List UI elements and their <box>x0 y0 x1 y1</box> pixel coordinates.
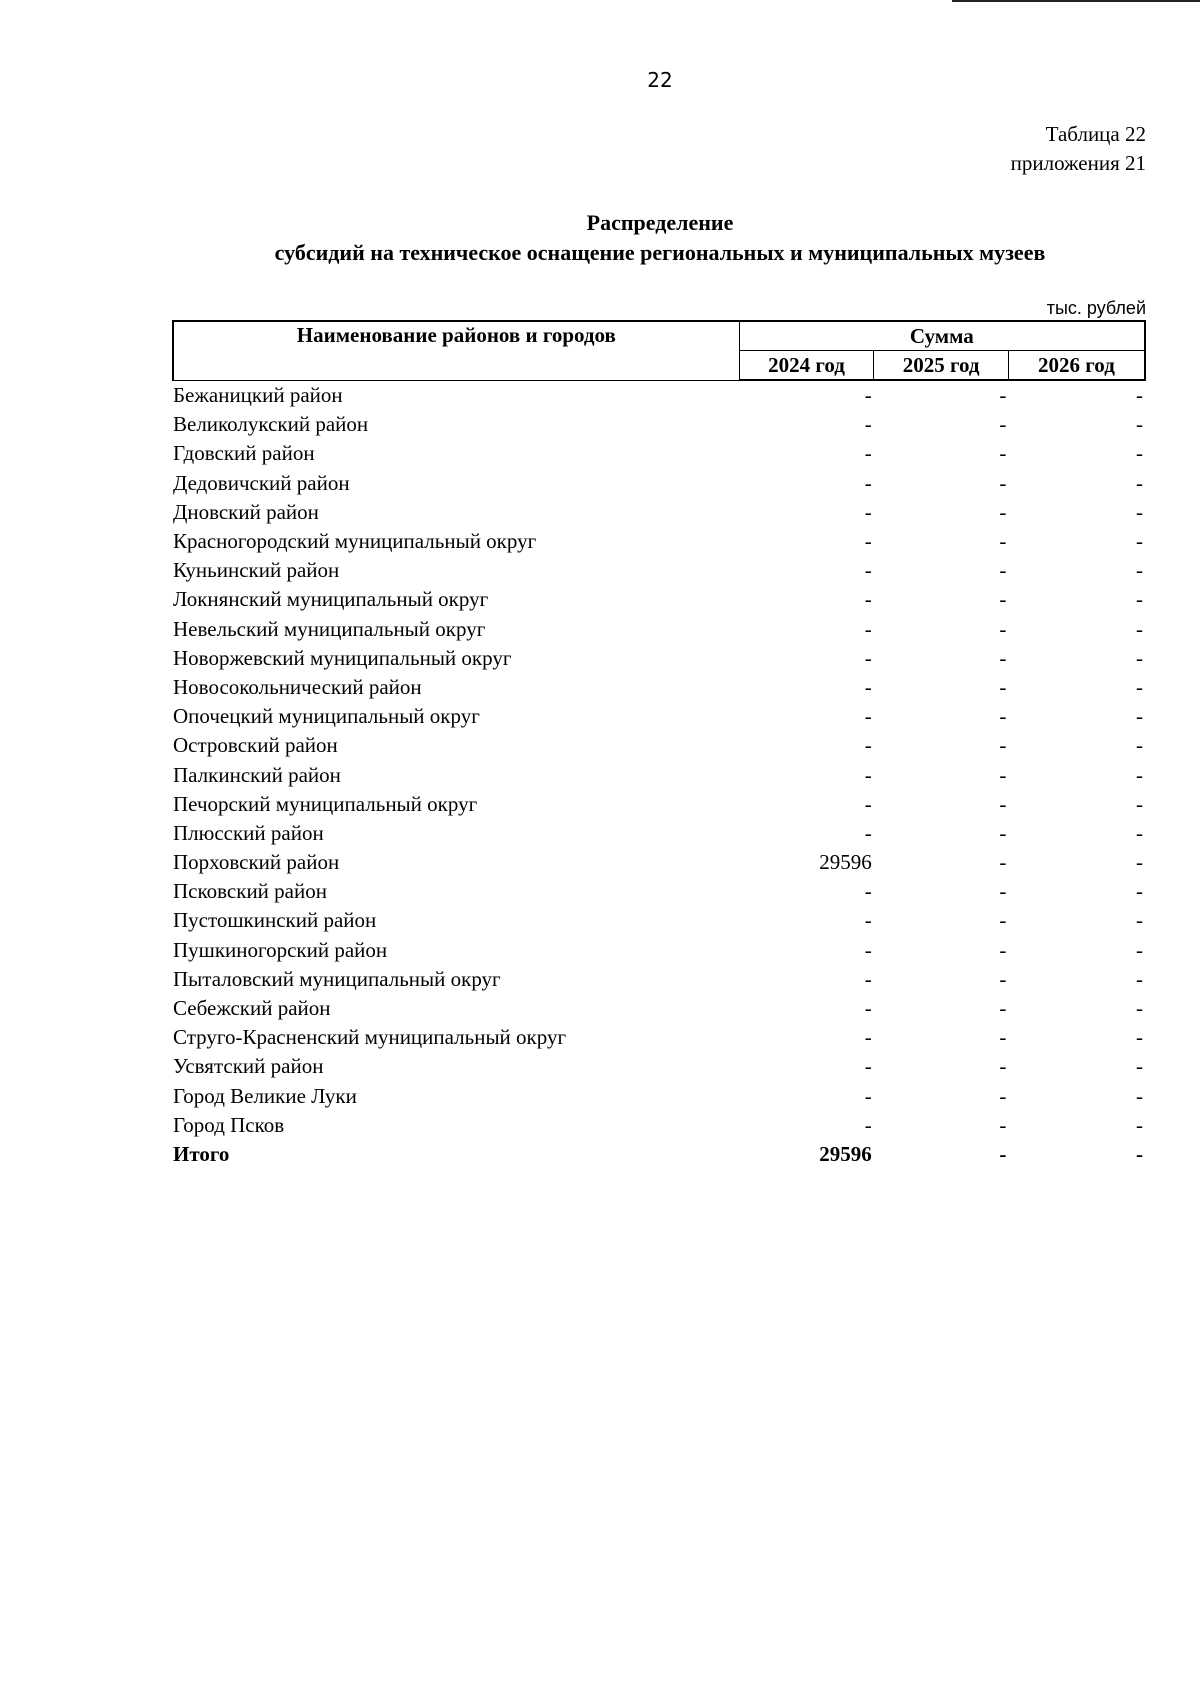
district-name: Плюсский район <box>173 820 324 845</box>
district-name: Гдовский район <box>173 441 315 466</box>
value-2026: - <box>1136 791 1143 816</box>
table-reference <box>1011 120 1146 178</box>
value-2024: 29596 <box>819 850 872 875</box>
table-row <box>173 439 1145 468</box>
table-row <box>173 410 1145 439</box>
value-2025: - <box>999 499 1007 524</box>
district-name: Новоржевский муниципальный округ <box>173 645 512 670</box>
district-name: Себежский район <box>173 996 331 1021</box>
value-2024: - <box>864 383 872 408</box>
table-row <box>173 1082 1145 1111</box>
value-2024: - <box>864 1112 872 1137</box>
value-2025: - <box>999 412 1007 437</box>
column-header-2024: 2024 год <box>739 351 874 381</box>
value-2025: - <box>999 879 1007 904</box>
value-2025: - <box>999 1112 1007 1137</box>
table-row <box>173 790 1145 819</box>
value-2024: - <box>864 1083 872 1108</box>
subsidy-table <box>172 320 1146 1169</box>
table-row <box>173 994 1145 1023</box>
table-row <box>173 760 1145 789</box>
district-name: Город Великие Луки <box>173 1083 357 1108</box>
table-row <box>173 673 1145 702</box>
value-2025: - <box>999 733 1007 758</box>
units-label: тыс. рублей <box>1046 298 1146 318</box>
district-name: Пыталовский муниципальный округ <box>173 966 501 991</box>
value-2026: - <box>1136 996 1143 1021</box>
value-2025: - <box>999 704 1007 729</box>
table-row <box>173 731 1145 760</box>
page-number: 22 <box>647 68 673 92</box>
value-2026: - <box>1136 412 1143 437</box>
total-2026: - <box>1136 1141 1143 1166</box>
table-row <box>173 1052 1145 1081</box>
table-row <box>173 906 1145 935</box>
title-line-1: Распределение <box>586 210 734 235</box>
value-2024: - <box>864 966 872 991</box>
value-2025: - <box>999 558 1007 583</box>
value-2026: - <box>1136 1083 1143 1108</box>
district-name: Порховский район <box>173 850 340 875</box>
value-2025: - <box>999 791 1007 816</box>
district-name: Бежаницкий район <box>173 382 343 407</box>
value-2024: - <box>864 412 872 437</box>
value-2024: - <box>864 1054 872 1079</box>
column-header-name: Наименование районов и городов <box>173 321 739 380</box>
table-row <box>173 877 1145 906</box>
table-header <box>173 321 1145 380</box>
value-2024: - <box>864 645 872 670</box>
district-name: Струго-Красненский муниципальный округ <box>173 1025 567 1050</box>
value-2026: - <box>1136 470 1143 495</box>
value-2024: - <box>864 616 872 641</box>
value-2024: - <box>864 879 872 904</box>
value-2024: - <box>864 587 872 612</box>
value-2024: - <box>864 1025 872 1050</box>
value-2025: - <box>999 529 1007 554</box>
value-2025: - <box>999 996 1007 1021</box>
value-2025: - <box>999 470 1007 495</box>
table-row <box>173 498 1145 527</box>
value-2025: - <box>999 820 1007 845</box>
value-2024: - <box>864 529 872 554</box>
value-2026: - <box>1136 1025 1143 1050</box>
table-label: Таблица 22 <box>1045 122 1146 146</box>
value-2026: - <box>1136 674 1143 699</box>
district-name: Палкинский район <box>173 762 341 787</box>
value-2026: - <box>1136 383 1143 408</box>
table-row <box>173 469 1145 498</box>
value-2024: - <box>864 820 872 845</box>
value-2025: - <box>999 645 1007 670</box>
value-2024: - <box>864 908 872 933</box>
column-header-2025: 2025 год <box>874 351 1009 381</box>
district-name: Невельский муниципальный округ <box>173 616 486 641</box>
table-row <box>173 380 1145 410</box>
table-row <box>173 1111 1145 1140</box>
value-2024: - <box>864 791 872 816</box>
value-2026: - <box>1136 529 1143 554</box>
district-name: Новосокольнический район <box>173 674 422 699</box>
value-2025: - <box>999 1054 1007 1079</box>
district-name: Островский район <box>173 733 338 758</box>
total-2024: 29596 <box>819 1141 872 1166</box>
district-name: Дновский район <box>173 499 319 524</box>
value-2024: - <box>864 470 872 495</box>
district-name: Локнянский муниципальный округ <box>173 587 489 612</box>
value-2025: - <box>999 966 1007 991</box>
district-name: Опочецкий муниципальный округ <box>173 704 480 729</box>
total-2025: - <box>999 1141 1007 1166</box>
table-row <box>173 556 1145 585</box>
district-name: Усвятский район <box>173 1054 324 1079</box>
value-2026: - <box>1136 1112 1143 1137</box>
table-body <box>173 380 1145 1169</box>
table-row <box>173 936 1145 965</box>
table-row <box>173 848 1145 877</box>
value-2025: - <box>999 587 1007 612</box>
district-name: Город Псков <box>173 1112 285 1137</box>
value-2024: - <box>864 674 872 699</box>
value-2024: - <box>864 996 872 1021</box>
value-2024: - <box>864 499 872 524</box>
value-2024: - <box>864 441 872 466</box>
value-2025: - <box>999 1025 1007 1050</box>
value-2024: - <box>864 937 872 962</box>
district-name: Великолукский район <box>173 412 369 437</box>
value-2026: - <box>1136 820 1143 845</box>
value-2026: - <box>1136 441 1143 466</box>
document-title <box>60 208 1200 268</box>
value-2026: - <box>1136 616 1143 641</box>
district-name: Пушкиногорский район <box>173 937 388 962</box>
district-name: Псковский район <box>173 879 327 904</box>
table-row <box>173 527 1145 556</box>
value-2024: - <box>864 558 872 583</box>
district-name: Печорский муниципальный округ <box>173 791 478 816</box>
table-row <box>173 615 1145 644</box>
district-name: Куньинский район <box>173 558 340 583</box>
table-row <box>173 1023 1145 1052</box>
value-2026: - <box>1136 587 1143 612</box>
table-row <box>173 644 1145 673</box>
value-2025: - <box>999 674 1007 699</box>
value-2025: - <box>999 762 1007 787</box>
value-2026: - <box>1136 908 1143 933</box>
title-line-2: субсидий на техническое оснащение региональных и муниципальных музеев <box>274 240 1046 265</box>
column-header-2026: 2026 год <box>1008 351 1145 381</box>
value-2026: - <box>1136 704 1143 729</box>
value-2024: - <box>864 704 872 729</box>
value-2026: - <box>1136 879 1143 904</box>
value-2026: - <box>1136 645 1143 670</box>
value-2025: - <box>999 383 1007 408</box>
district-name: Красногородский муниципальный округ <box>173 529 537 554</box>
value-2025: - <box>999 616 1007 641</box>
total-row <box>173 1140 1145 1169</box>
table-row <box>173 965 1145 994</box>
value-2026: - <box>1136 850 1143 875</box>
table-row <box>173 585 1145 614</box>
district-name: Дедовичский район <box>173 470 350 495</box>
value-2025: - <box>999 850 1007 875</box>
value-2026: - <box>1136 499 1143 524</box>
value-2026: - <box>1136 1054 1143 1079</box>
appendix-label: приложения 21 <box>1010 151 1146 175</box>
value-2026: - <box>1136 733 1143 758</box>
value-2026: - <box>1136 966 1143 991</box>
value-2025: - <box>999 441 1007 466</box>
value-2025: - <box>999 908 1007 933</box>
value-2024: - <box>864 733 872 758</box>
value-2026: - <box>1136 762 1143 787</box>
district-name: Пустошкинский район <box>173 908 377 933</box>
value-2025: - <box>999 937 1007 962</box>
value-2024: - <box>864 762 872 787</box>
table-row <box>173 702 1145 731</box>
table-row <box>173 819 1145 848</box>
column-header-sum: Сумма <box>739 321 1145 351</box>
top-edge-rule <box>952 0 1200 2</box>
value-2025: - <box>999 1083 1007 1108</box>
value-2026: - <box>1136 558 1143 583</box>
value-2026: - <box>1136 937 1143 962</box>
total-label: Итого <box>173 1141 230 1166</box>
